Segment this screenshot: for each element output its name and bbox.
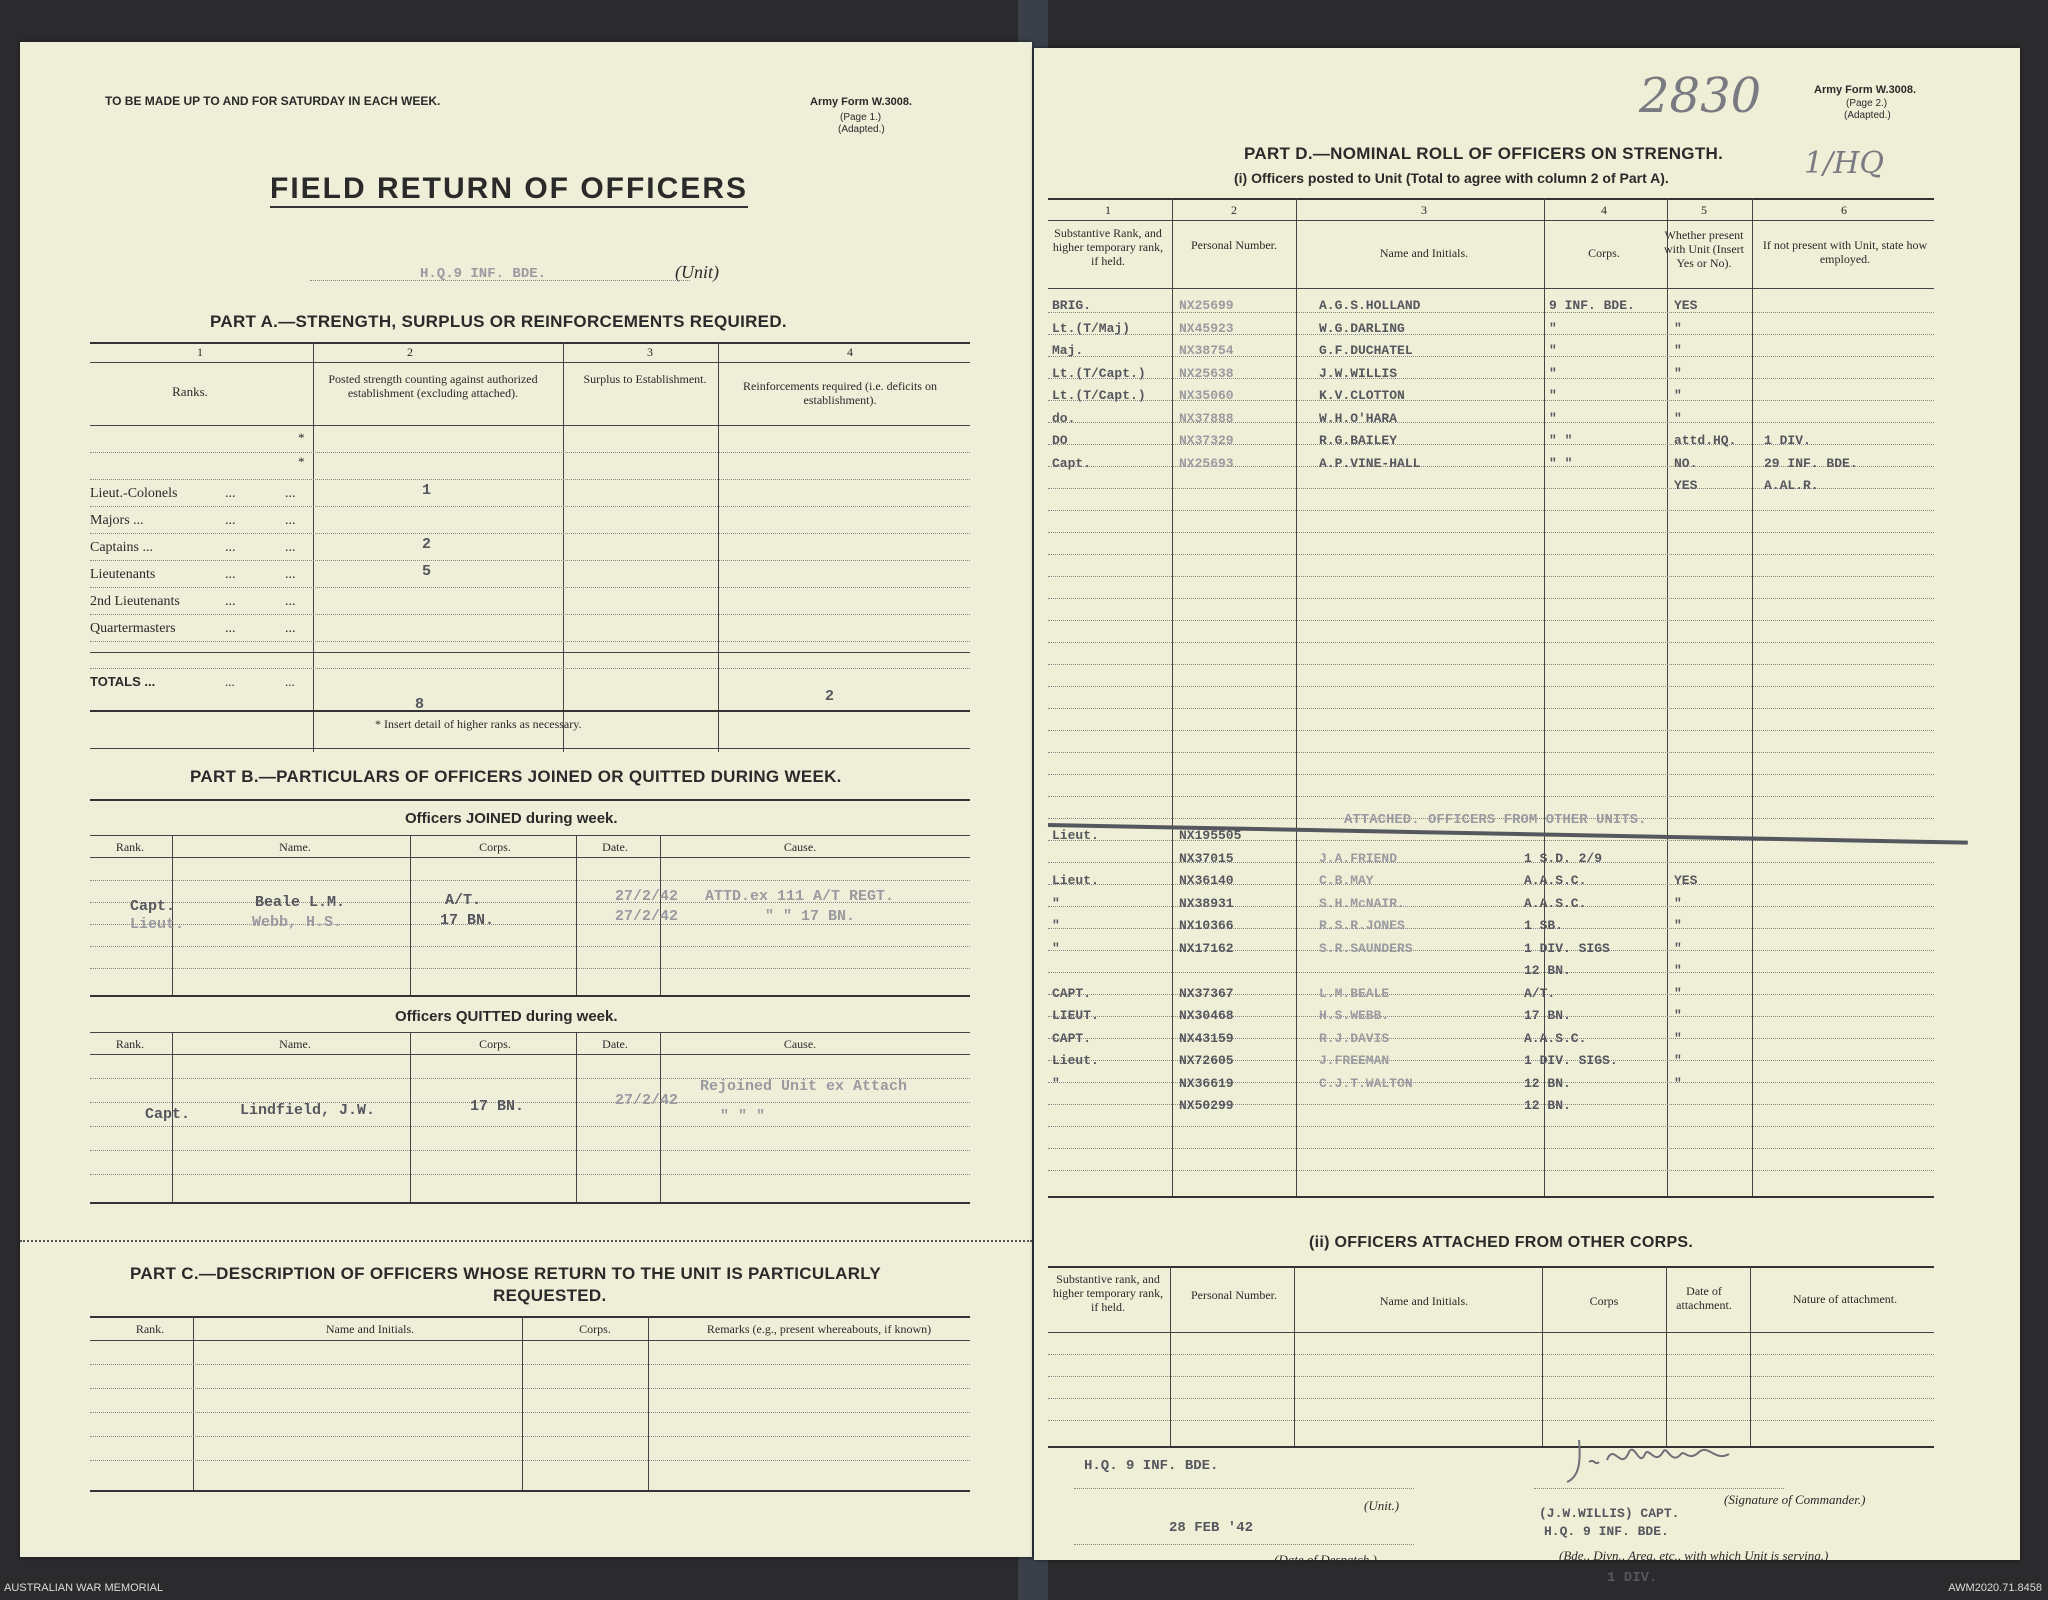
attached-present: " (1674, 940, 1682, 956)
ruled-line (1048, 752, 1934, 753)
attached-rank: Lieut. (1052, 873, 1099, 888)
ruled-line (1048, 598, 1934, 599)
officer-rank: BRIG. (1052, 298, 1092, 313)
attached-rank: CAPT. (1052, 985, 1092, 1001)
col-header: Cause. (783, 1037, 817, 1051)
ruled-line (1048, 576, 1934, 577)
officer-rank: DO (1052, 433, 1068, 448)
rank-dots: ... (285, 540, 296, 555)
officer-corps: " (1549, 365, 1557, 381)
col-header: Corps. (479, 1037, 511, 1051)
attached-number: NX37367 (1179, 985, 1234, 1001)
rank-dots: ... (285, 486, 296, 501)
col-header-corps: Corps. (1588, 246, 1620, 260)
rank-dots: ... (285, 513, 296, 528)
attached-number: NX17162 (1179, 940, 1234, 956)
attached-rank: " (1052, 940, 1060, 956)
quitted-date: 27/2/42 (615, 1092, 679, 1109)
form-adapted-2: (Adapted.) (1844, 110, 1891, 121)
attached-corps: A/T. (1524, 985, 1556, 1001)
attached-corps: 1 DIV. SIGS (1524, 940, 1610, 956)
col-number: 5 (1701, 203, 1707, 217)
col-header: Name. (279, 840, 311, 854)
officer-name: J.W.WILLIS (1319, 365, 1398, 381)
officer-corps: " (1549, 410, 1557, 426)
officer-rank: Lt.(T/Maj) (1052, 320, 1131, 336)
col-header: Date. (602, 840, 628, 854)
attached-present: YES (1674, 873, 1698, 888)
joined-title: Officers JOINED during week. (405, 810, 618, 827)
officer-employed: 1 DIV. (1764, 433, 1811, 448)
attached-name: S.H.McNAIR. (1319, 895, 1405, 911)
quitted-rank: Capt. (145, 1106, 191, 1123)
part-d-subheading: (i) Officers posted to Unit (Total to agree with column 2 of Part A). (1234, 170, 1669, 186)
signature-label: (Signature of Commander.) (1724, 1492, 1866, 1507)
despatch-date-label: (Date of Despatch.) (1274, 1552, 1377, 1567)
attached-number: NX43159 (1179, 1030, 1234, 1046)
ruled-line (1048, 620, 1934, 621)
rank-label: Quartermasters (90, 621, 176, 636)
officer-rank: Lt.(T/Capt.) (1052, 365, 1146, 381)
serving-label: (Bde., Divn., Area, etc., with which Unit is serving.) (1559, 1548, 1829, 1563)
officer-number: NX35060 (1179, 388, 1234, 403)
officer-number: NX38754 (1179, 343, 1234, 358)
attached-name: J.A.FRIEND (1319, 850, 1398, 866)
officer-present: " (1674, 388, 1682, 403)
footer-right: AWM2020.71.8458 (1948, 1582, 2042, 1594)
attached-name: S.R.SAUNDERS (1319, 940, 1413, 956)
total-reinforcements: 2 (825, 688, 835, 705)
attached-number: NX10366 (1179, 918, 1234, 933)
col-number: 3 (1421, 203, 1427, 217)
col-header: Rank. (115, 840, 145, 854)
attached-rank: " (1052, 895, 1060, 911)
officer-name: R.G.BAILEY (1319, 433, 1398, 448)
handwritten-number: 2830 (1639, 68, 1762, 124)
rank-dots: ... (225, 674, 235, 689)
col-header-ranks: Ranks. (172, 384, 208, 399)
rank-dots: ... (285, 567, 296, 582)
col-header-corps-ii: Corps (1589, 1294, 1619, 1308)
attached-rank: CAPT. (1052, 1030, 1092, 1046)
page-title: FIELD RETURN OF OFFICERS (270, 172, 748, 208)
attached-number: NX36140 (1179, 873, 1234, 888)
attached-corps: 1 SB. (1524, 918, 1564, 933)
ruled-line (1048, 708, 1934, 709)
part-d-ii-heading: (ii) OFFICERS ATTACHED FROM OTHER CORPS. (1309, 1234, 1694, 1251)
form-ref-2: Army Form W.3008. (1814, 84, 1917, 96)
attached-number: NX38931 (1179, 895, 1234, 911)
ruled-line (1048, 1170, 1934, 1171)
col-header-name: Name and Initials. (1379, 246, 1469, 260)
attached-present: " (1674, 985, 1682, 1001)
attached-present: " (1674, 895, 1682, 911)
officer-corps: " (1549, 320, 1557, 336)
col-header-present: Whether present with Unit (Insert Yes or No). (1664, 228, 1744, 270)
star-marker: * (298, 454, 305, 469)
officer-present: " (1674, 410, 1682, 426)
col-header: Name and Initials. (325, 1322, 415, 1336)
col-number: 2 (1231, 203, 1237, 217)
posted-value: 2 (422, 536, 432, 553)
attached-number: NX36619 (1179, 1075, 1234, 1091)
rank-dots: ... (225, 540, 236, 555)
rank-dots: ... (225, 513, 236, 528)
col-header: Date. (602, 1037, 628, 1051)
col-header: Name. (279, 1037, 311, 1051)
officer-number: NX45923 (1179, 320, 1234, 336)
officer-name: K.V.CLOTTON (1319, 388, 1405, 403)
form-adapted: (Adapted.) (838, 124, 885, 135)
col-number: 2 (407, 345, 413, 359)
attached-rank: LIEUT. (1052, 1008, 1099, 1023)
col-header-rank-ii: Substantive rank, and higher temporary rank, if held. (1052, 1272, 1164, 1314)
part-b-heading: PART B.—PARTICULARS OF OFFICERS JOINED OR QUITTED DURING WEEK. (190, 767, 842, 786)
posted-value: 5 (422, 563, 432, 580)
rank-dots: ... (285, 621, 296, 636)
joined-cause: " " 17 BN. (765, 908, 856, 925)
rank-dots: ... (225, 621, 236, 636)
part-c-heading: PART C.—DESCRIPTION OF OFFICERS WHOSE RETURN TO THE UNIT IS PARTICULARLY (130, 1264, 882, 1283)
posted-value: 1 (422, 482, 432, 499)
col-header: Rank. (135, 1322, 165, 1336)
rank-label: Lieutenants (90, 567, 156, 582)
col-header-surplus: Surplus to Establishment. (583, 372, 707, 386)
rank-label: Majors ... (90, 513, 144, 528)
ruled-line (1048, 1126, 1934, 1127)
officer-corps: " (1549, 343, 1557, 358)
ruled-line (1048, 1148, 1934, 1149)
col-header: Corps. (479, 840, 511, 854)
signer-unit: H.Q. 9 INF. BDE. (1544, 1524, 1669, 1539)
attached-corps: 17 BN. (1524, 1008, 1571, 1023)
unit-label-2: (Unit.) (1364, 1498, 1400, 1513)
total-posted: 8 (415, 696, 425, 713)
part-c-heading-2: REQUESTED. (493, 1286, 607, 1305)
attached-number: NX50299 (1179, 1098, 1234, 1113)
officer-rank: Capt. (1052, 455, 1092, 471)
attached-rank: Lieut. (1052, 1053, 1099, 1068)
attached-corps: 12 BN. (1524, 963, 1571, 978)
col-number: 6 (1841, 203, 1847, 217)
rank-dots: ... (225, 594, 236, 609)
attached-corps: A.A.S.C. (1524, 873, 1587, 888)
attached-rank: " (1052, 918, 1060, 933)
officer-name: A.P.VINE-HALL (1319, 455, 1421, 471)
attached-corps: 12 BN. (1524, 1075, 1571, 1091)
joined-cause: ATTD.ex 111 A/T REGT. (705, 888, 895, 905)
officer-corps: " (1549, 388, 1557, 403)
ruled-line (1048, 510, 1934, 511)
top-note: TO BE MADE UP TO AND FOR SATURDAY IN EACH WEEK. (105, 94, 441, 108)
joined-date: 27/2/42 (615, 888, 679, 905)
officer-employed: 29 INF. BDE. (1764, 455, 1858, 471)
joined-name: Beale L.M. (255, 894, 346, 911)
attached-present: " (1674, 1053, 1682, 1068)
attached-number: NX195505 (1179, 828, 1242, 843)
officer-present: YES (1674, 478, 1698, 493)
quitted-cause: " " " (720, 1108, 766, 1125)
attached-number: NX72605 (1179, 1053, 1234, 1068)
col-number: 1 (197, 345, 203, 359)
attached-present: " (1674, 1075, 1682, 1091)
officer-rank: Maj. (1052, 343, 1084, 358)
form-page: (Page 1.) (840, 112, 882, 123)
unit-value: H.Q.9 INF. BDE. (420, 266, 547, 282)
rank-label: Lieut.-Colonels (90, 486, 178, 501)
quitted-corps: 17 BN. (470, 1098, 525, 1115)
officer-name: A.G.S.HOLLAND (1319, 298, 1421, 313)
officer-present: NO. (1674, 455, 1698, 471)
attached-corps: 12 BN. (1524, 1098, 1571, 1113)
attached-number: NX37015 (1179, 850, 1234, 866)
officer-corps: 9 INF. BDE. (1549, 298, 1635, 313)
officer-rank: do. (1052, 410, 1076, 426)
rank-dots: ... (225, 567, 236, 582)
rank-label: Captains ... (90, 540, 153, 555)
attached-name: H.S.WEBB. (1319, 1008, 1390, 1023)
joined-corps: 17 BN. (440, 912, 495, 929)
attached-name: C.B.MAY (1319, 873, 1374, 888)
col-header-rank: Substantive Rank, and higher temporary rank, if held. (1052, 226, 1164, 268)
col-header: Remarks (e.g., present whereabouts, if known) (706, 1322, 932, 1336)
officer-name: W.G.DARLING (1319, 320, 1405, 336)
joined-name: Webb, H.S. (252, 914, 343, 931)
joined-rank: Capt. (130, 898, 176, 915)
rank-dots: ... (225, 486, 236, 501)
col-header-number-ii: Personal Number. (1191, 1288, 1277, 1302)
attached-name: R.J.DAVIS (1319, 1030, 1390, 1046)
signer-name: (J.W.WILLIS) CAPT. (1539, 1506, 1680, 1521)
officer-corps: " " (1549, 455, 1573, 471)
ruled-line (1048, 642, 1934, 643)
ruled-line (1048, 532, 1934, 533)
col-header-employed: If not present with Unit, state how employed. (1762, 238, 1928, 266)
attached-present: " (1674, 1008, 1682, 1023)
ruled-line (1048, 730, 1934, 731)
officer-present: attd.HQ. (1674, 433, 1737, 448)
attached-rank: " (1052, 1075, 1060, 1091)
officer-rank: Lt.(T/Capt.) (1052, 388, 1146, 403)
totals-label: TOTALS ... (90, 674, 156, 689)
star-marker: * (298, 430, 305, 445)
officer-name: W.H.O'HARA (1319, 410, 1398, 426)
officer-present: " (1674, 365, 1682, 381)
officer-present: YES (1674, 298, 1698, 313)
rank-dots: ... (285, 674, 295, 689)
handwritten-note: 1/HQ (1804, 146, 1884, 181)
officer-number: NX25699 (1179, 298, 1234, 313)
officer-corps: " " (1549, 433, 1573, 448)
footer-left: AUSTRALIAN WAR MEMORIAL (4, 1582, 164, 1594)
attached-name: R.S.R.JONES (1319, 918, 1405, 933)
joined-date: 27/2/42 (615, 908, 679, 925)
attached-corps: A.A.S.C. (1524, 1030, 1587, 1046)
left-page (20, 42, 1032, 1557)
col-number: 4 (1601, 203, 1607, 217)
attached-name: C.J.T.WALTON (1319, 1075, 1413, 1091)
attached-corps: 1 DIV. SIGS. (1524, 1053, 1618, 1068)
col-number: 4 (847, 345, 853, 359)
quitted-title: Officers QUITTED during week. (395, 1008, 618, 1025)
rank-label: 2nd Lieutenants (90, 594, 180, 609)
ruled-line (1048, 972, 1934, 973)
unit-label: (Unit) (675, 262, 719, 282)
despatch-date: 28 FEB '42 (1169, 1520, 1254, 1536)
form-ref: Army Form W.3008. (810, 96, 913, 108)
officer-employed: A.AL.R. (1764, 478, 1819, 493)
col-header: Rank. (115, 1037, 145, 1051)
col-header-date-ii: Date of attachment. (1676, 1284, 1732, 1312)
col-header-reinforcements: Reinforcements required (i.e. deficits on establishment). (743, 379, 937, 407)
col-header: Cause. (783, 840, 817, 854)
attached-corps: A.A.S.C. (1524, 895, 1587, 911)
officer-number: NX37888 (1179, 410, 1234, 426)
ruled-line (1048, 686, 1934, 687)
unit-stamp: H.Q. 9 INF. BDE. (1084, 1458, 1219, 1474)
part-a-heading: PART A.—STRENGTH, SURPLUS OR REINFORCEMENTS REQUIRED. (210, 312, 787, 331)
col-header-number: Personal Number. (1191, 238, 1277, 252)
col-header-nature-ii: Nature of attachment. (1792, 1292, 1898, 1306)
attached-name: J.FREEMAN (1319, 1053, 1390, 1068)
attached-present: " (1674, 1030, 1682, 1046)
col-number: 1 (1105, 203, 1111, 217)
attached-rank: Lieut. (1052, 828, 1099, 843)
ruled-line (1048, 796, 1934, 797)
col-header: Corps. (579, 1322, 611, 1336)
part-d-heading: PART D.—NOMINAL ROLL OF OFFICERS ON STRENGTH. (1244, 144, 1724, 163)
officer-name: G.F.DUCHATEL (1319, 343, 1413, 358)
attached-name: L.M.BEALE (1319, 985, 1390, 1001)
footnote: * Insert detail of higher ranks as necessary. (375, 717, 582, 731)
right-page (1034, 48, 2020, 1586)
attached-present: " (1674, 963, 1682, 978)
ruled-line (1048, 774, 1934, 775)
form-page-2: (Page 2.) (1846, 98, 1888, 109)
col-header-name-ii: Name and Initials. (1379, 1294, 1469, 1308)
officer-number: NX25693 (1179, 455, 1234, 471)
rank-dots: ... (285, 594, 296, 609)
attached-present: " (1674, 918, 1682, 933)
officer-present: " (1674, 343, 1682, 358)
officer-present: " (1674, 320, 1682, 336)
joined-rank: Lieut. (130, 916, 185, 933)
quitted-name: Lindfield, J.W. (240, 1102, 376, 1119)
officer-number: NX25638 (1179, 365, 1234, 381)
attached-corps: 1 S.D. 2/9 (1524, 850, 1603, 866)
quitted-cause: Rejoined Unit ex Attach (700, 1078, 908, 1095)
col-number: 3 (647, 345, 653, 359)
attached-number: NX30468 (1179, 1008, 1234, 1023)
col-header-posted: Posted strength counting against authorized establishment (excluding attached). (328, 372, 538, 400)
ruled-line (1048, 664, 1934, 665)
ruled-line (1048, 554, 1934, 555)
serving-value: 1 DIV. (1607, 1570, 1658, 1586)
attached-banner: ATTACHED. OFFICERS FROM OTHER UNITS. (1344, 812, 1647, 828)
joined-corps: A/T. (445, 892, 482, 909)
officer-number: NX37329 (1179, 433, 1234, 448)
